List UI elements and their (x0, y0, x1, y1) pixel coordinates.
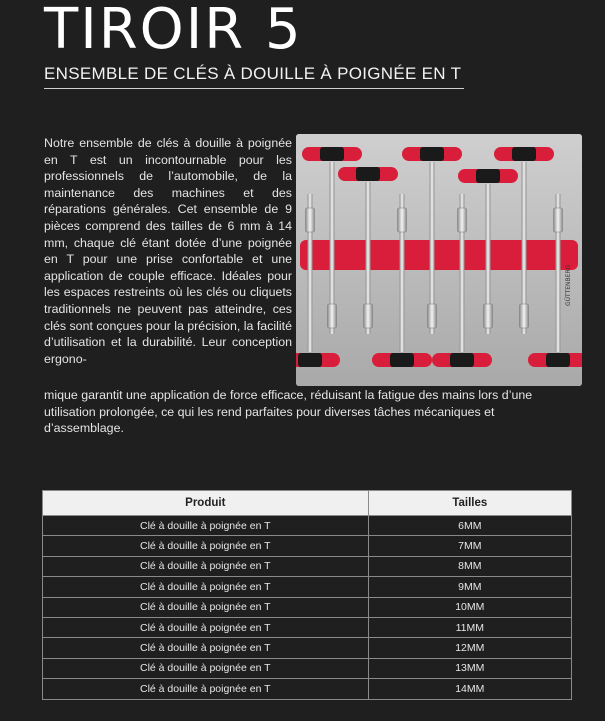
size-cell: 8MM (368, 556, 571, 576)
table-row (43, 536, 572, 556)
size-cell: 7MM (368, 536, 571, 556)
product-cell: Clé à douille à poignée en T (43, 597, 369, 617)
product-cell: Clé à douille à poignée en T (43, 638, 369, 658)
table-row (43, 617, 572, 637)
size-cell: 10MM (368, 597, 571, 617)
table-row (43, 577, 572, 597)
table-row (43, 658, 572, 678)
column-header-size: Tailles (368, 491, 571, 516)
size-cell: 14MM (368, 679, 571, 699)
product-cell: Clé à douille à poignée en T (43, 516, 369, 536)
table-row (43, 597, 572, 617)
column-header-product: Produit (43, 491, 369, 516)
size-cell: 9MM (368, 577, 571, 597)
t-handle-socket-set-illustration (296, 134, 582, 386)
page-subtitle: ENSEMBLE DE CLÉS À DOUILLE À POIGNÉE EN T (44, 64, 462, 83)
table-row (43, 556, 572, 576)
product-cell: Clé à douille à poignée en T (43, 536, 369, 556)
table-header-row (43, 491, 572, 516)
description-text: Notre ensemble de clés à douille à poignée en T est un incontournable pour les professionnels de l’automobile, de la maintenance des machines et des réparations générales. Cet ensemble de 9 pièces comprend des tailles de 6 mm à 14 mm, chaque clé étant dotée d’une poignée en T pour une prise confortable et une application de couple efficace. Idéales pour les espaces restreints où les clés ou cliquets traditionnels ne peuvent pas atteindre, ces clés sont conçues pour la précision, la facilité d’utilisation et la durabilité. Leur conception ergono- (44, 136, 292, 366)
table-row (43, 516, 572, 536)
size-cell: 6MM (368, 516, 571, 536)
product-cell: Clé à douille à poignée en T (43, 556, 369, 576)
product-cell: Clé à douille à poignée en T (43, 679, 369, 699)
description-text-continued: mique garantit une application de force efficace, réduisant la fatigue des mains lors d’une utilisation prolongée, ce qui les rend parfaites pour diverses tâches mécaniques et d’assemblage. (44, 388, 533, 436)
brand-logo-text: GÜTTENBERG (565, 264, 572, 306)
product-cell: Clé à douille à poignée en T (43, 658, 369, 678)
title-divider (44, 88, 464, 89)
size-cell: 13MM (368, 658, 571, 678)
size-cell: 11MM (368, 617, 571, 637)
size-cell: 12MM (368, 638, 571, 658)
product-photo (296, 134, 582, 386)
product-cell: Clé à douille à poignée en T (43, 577, 369, 597)
page-title: TIROIR 5 (44, 0, 303, 62)
product-cell: Clé à douille à poignée en T (43, 617, 369, 637)
table-row (43, 638, 572, 658)
table-row (43, 679, 572, 699)
sizes-table (42, 490, 572, 700)
